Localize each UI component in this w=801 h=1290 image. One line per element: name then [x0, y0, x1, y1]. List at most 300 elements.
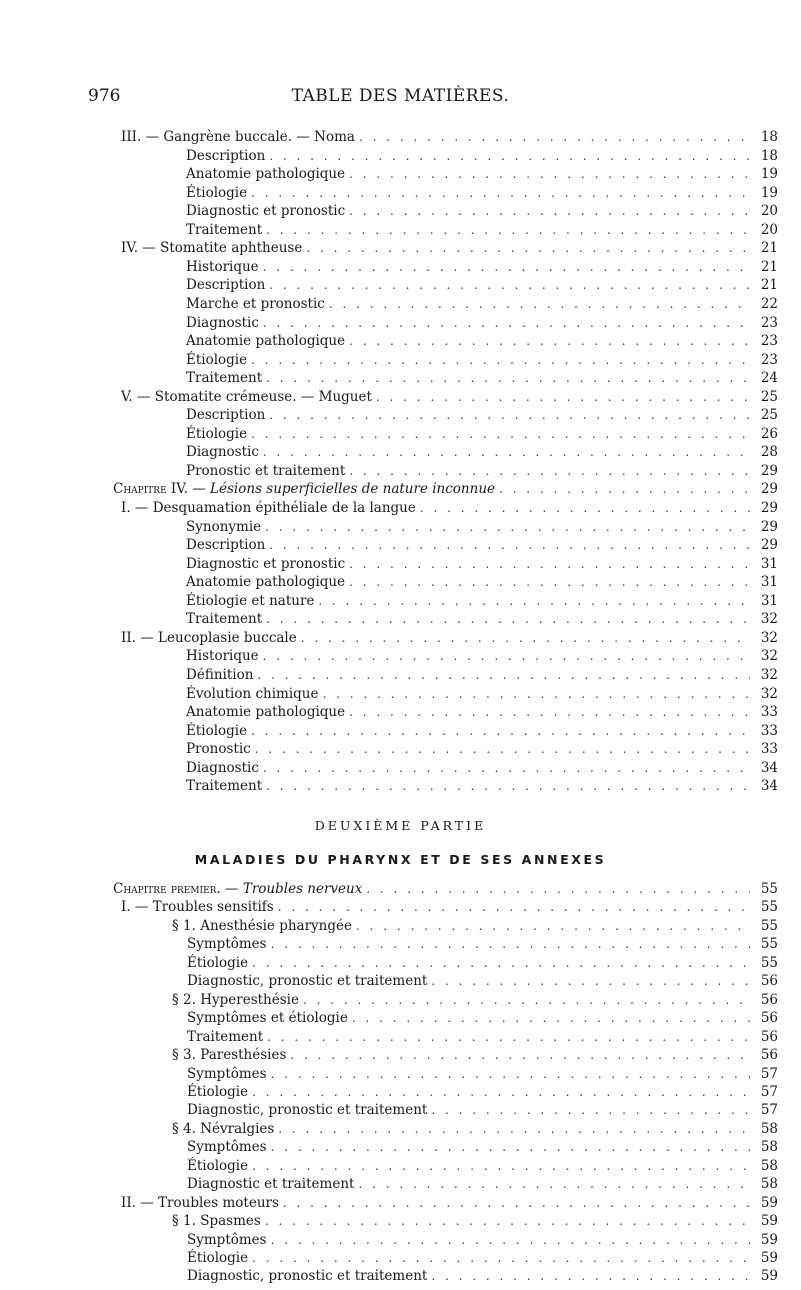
dot-leader	[252, 1157, 750, 1175]
toc-entry-label	[186, 276, 269, 294]
page-reference: 56	[760, 973, 778, 990]
toc-entry	[186, 536, 778, 554]
dot-leader	[349, 703, 750, 721]
toc-entry-label	[187, 1157, 252, 1175]
toc-entry-label	[172, 917, 356, 935]
toc-entry-label	[121, 499, 420, 517]
toc-entry	[113, 480, 778, 498]
toc-entry-label	[172, 1046, 290, 1064]
entry-title: Troubles sensitifs	[152, 899, 274, 916]
dot-leader	[301, 629, 750, 647]
dot-leader	[349, 165, 750, 183]
toc-entry	[172, 1046, 778, 1064]
entry-title: Anatomie pathologique	[186, 166, 346, 183]
page-reference: 34	[760, 759, 778, 776]
page-reference: 29	[760, 500, 778, 516]
page-reference: 33	[760, 741, 778, 758]
toc-entry	[187, 1157, 778, 1175]
dot-leader	[318, 592, 750, 610]
dot-leader	[358, 1175, 750, 1193]
page-reference: 33	[760, 722, 778, 739]
page-reference: 25	[760, 388, 778, 405]
toc-entry-label	[186, 314, 263, 332]
toc-entry	[186, 406, 778, 424]
page-reference: 32	[760, 611, 778, 628]
entry-title: Symptômes	[187, 1065, 267, 1082]
toc-entry	[121, 629, 778, 647]
dot-leader	[290, 1046, 750, 1064]
entry-title: Anatomie pathologique	[186, 333, 346, 350]
page-reference: 58	[760, 1176, 778, 1193]
toc-entry-label	[121, 128, 359, 146]
section-number: III. —	[121, 129, 164, 145]
toc-entry	[186, 722, 778, 740]
toc-entry-label	[186, 295, 329, 313]
page-reference: 31	[760, 592, 778, 609]
entry-title: Traitement	[186, 221, 263, 238]
toc-entry	[187, 1083, 778, 1101]
page-reference: 31	[760, 555, 778, 572]
toc-entry-label	[172, 1212, 265, 1230]
toc-entry-label	[187, 1101, 431, 1119]
dot-leader	[251, 351, 750, 369]
entry-title: Traitement	[186, 370, 263, 387]
entry-title: Description	[186, 407, 266, 424]
chapter-title: Troubles nerveux	[242, 881, 363, 897]
toc-entry	[186, 258, 778, 276]
page-reference: 23	[760, 314, 778, 331]
dot-leader	[255, 740, 750, 758]
toc-entry-label	[187, 935, 271, 953]
section-number: II. —	[121, 1194, 159, 1211]
toc-entry	[186, 592, 778, 610]
entry-title: Spasmes	[200, 1213, 261, 1230]
entry-title: Étiologie	[187, 1083, 249, 1100]
section-number: I. —	[121, 899, 153, 916]
dot-leader	[263, 258, 750, 276]
dot-leader	[251, 184, 750, 202]
page-reference: 55	[760, 899, 778, 916]
entry-title: Leucoplasie buccale	[158, 629, 297, 646]
section-number: II. —	[121, 629, 159, 646]
entry-title: Évolution chimique	[186, 685, 319, 702]
toc-entry	[186, 610, 778, 628]
page-reference: 58	[760, 1157, 778, 1174]
page-reference: 59	[760, 1250, 778, 1266]
dot-leader	[265, 518, 750, 536]
page-reference: 29	[760, 518, 778, 535]
dot-leader	[329, 295, 750, 313]
dot-leader	[366, 880, 750, 898]
entry-title: Symptômes et étiologie	[187, 1010, 348, 1027]
toc-entry-label	[186, 258, 263, 276]
page-reference: 59	[760, 1194, 778, 1211]
dot-leader	[263, 443, 750, 461]
toc-entry-label	[186, 592, 318, 610]
entry-title: Diagnostic, pronostic et traitement	[187, 973, 428, 990]
dot-leader	[266, 610, 750, 628]
entry-title: Description	[186, 147, 266, 164]
page-reference: 29	[760, 537, 778, 554]
toc-entry	[121, 499, 778, 517]
dot-leader	[352, 1009, 750, 1027]
entry-title: Diagnostic	[186, 759, 259, 776]
toc-entry	[186, 332, 778, 350]
page-reference: 59	[760, 1231, 778, 1248]
dot-leader	[257, 666, 750, 684]
toc-entry-label	[187, 1065, 271, 1083]
dot-leader	[266, 777, 750, 795]
entry-title: Définition	[186, 666, 254, 683]
toc-entry-label	[186, 740, 255, 758]
dot-leader	[269, 536, 750, 554]
entry-title: Stomatite aphtheuse	[160, 240, 303, 257]
page-number: 976	[88, 86, 121, 106]
entry-title: Névralgies	[200, 1120, 275, 1137]
toc-entry	[186, 443, 778, 461]
page-reference: 33	[760, 704, 778, 721]
dot-leader	[356, 917, 750, 935]
toc-entry	[186, 666, 778, 684]
toc-entry	[121, 388, 778, 406]
entry-title: Diagnostic, pronostic et traitement	[187, 1102, 428, 1119]
page-reference: 18	[760, 129, 778, 145]
page-reference: 20	[760, 221, 778, 238]
page-reference: 55	[760, 881, 778, 897]
toc-entry-label	[187, 1138, 271, 1156]
toc-entry-label	[186, 610, 266, 628]
entry-title: Diagnostic, pronostic et traitement	[187, 1268, 428, 1285]
toc-entry	[187, 1101, 778, 1119]
page-reference: 57	[760, 1083, 778, 1100]
toc-entry-label	[186, 165, 349, 183]
entry-title: Pronostic	[186, 741, 251, 758]
toc-entry-label	[186, 573, 349, 591]
page-reference: 31	[760, 574, 778, 591]
dot-leader	[265, 1212, 750, 1230]
toc-entry-label	[186, 555, 349, 573]
entry-title: Diagnostic	[186, 314, 259, 331]
toc-entry	[187, 1231, 778, 1249]
dot-leader	[420, 499, 750, 517]
section-number: § 4.	[172, 1120, 201, 1137]
toc-entry-label	[121, 388, 376, 406]
toc-entry	[187, 1138, 778, 1156]
entry-title: Symptômes	[187, 936, 267, 953]
section-number: IV. —	[121, 240, 161, 257]
toc-entry-label	[187, 1175, 358, 1193]
dot-leader	[263, 759, 750, 777]
section-number: I. —	[121, 500, 153, 516]
toc-entry-label	[121, 629, 301, 647]
dot-leader	[266, 369, 750, 387]
toc-entry	[186, 425, 778, 443]
toc-entry	[187, 1267, 778, 1285]
page-reference: 32	[760, 648, 778, 665]
toc-entry-label	[186, 221, 266, 239]
toc-entry-label	[186, 703, 349, 721]
toc-entry	[186, 685, 778, 703]
toc-entry-label	[186, 147, 269, 165]
dot-leader	[269, 147, 750, 165]
dot-leader	[349, 555, 750, 573]
page-reference: 21	[760, 277, 778, 294]
entry-title: Symptômes	[187, 1139, 267, 1156]
entry-title: Hyperesthésie	[200, 991, 299, 1008]
toc-entry	[172, 1212, 778, 1230]
section-number: § 2.	[172, 991, 201, 1008]
page-reference: 21	[760, 240, 778, 257]
toc-entry	[186, 184, 778, 202]
dot-leader	[349, 573, 750, 591]
page-reference: 56	[760, 1028, 778, 1045]
page-reference: 57	[760, 1065, 778, 1082]
entry-title: Gangrène buccale. — Noma	[163, 129, 355, 145]
dot-leader	[263, 647, 750, 665]
entry-title: Étiologie	[186, 351, 248, 368]
dot-leader	[251, 425, 750, 443]
entry-title: Anatomie pathologique	[186, 704, 346, 721]
toc-entry	[121, 1194, 778, 1212]
page-reference: 32	[760, 666, 778, 683]
dot-leader	[271, 1138, 750, 1156]
entry-title: Traitement	[187, 1028, 264, 1045]
entry-title: Étiologie	[186, 184, 248, 201]
entry-title: Diagnostic et pronostic	[186, 203, 346, 220]
page-reference: 21	[760, 258, 778, 275]
toc-entry-label: Chapitre IV. — Lésions superficielles de nature inconnue	[113, 481, 496, 498]
entry-title: Étiologie	[187, 1250, 249, 1266]
entry-title: Troubles moteurs	[158, 1194, 279, 1211]
toc-entry-label	[186, 666, 257, 684]
entry-title: Étiologie et nature	[186, 592, 315, 609]
toc-entry	[186, 202, 778, 220]
section-number: § 1.	[172, 1213, 201, 1230]
dot-leader	[349, 332, 750, 350]
toc-entry-label	[186, 518, 265, 536]
toc-entry	[187, 935, 778, 953]
page-reference: 56	[760, 1010, 778, 1027]
entry-title: Description	[186, 277, 266, 294]
dot-leader	[323, 685, 751, 703]
part-subtitle: MALADIES DU PHARYNX ET DE SES ANNEXES	[194, 852, 607, 867]
dot-leader	[278, 1120, 750, 1138]
dot-leader	[376, 388, 750, 406]
toc-entry	[172, 1120, 778, 1138]
dot-leader	[306, 239, 750, 257]
entry-title: Diagnostic	[186, 444, 259, 461]
entry-title: Historique	[186, 648, 259, 665]
toc-entry-label	[186, 351, 251, 369]
dot-leader	[271, 1231, 750, 1249]
toc-entry-label	[187, 1083, 252, 1101]
toc-entry-label	[186, 462, 349, 480]
toc-entry	[186, 221, 778, 239]
dot-leader	[266, 221, 750, 239]
toc-entry	[186, 295, 778, 313]
toc-entry	[186, 740, 778, 758]
page-reference: 59	[760, 1268, 778, 1285]
toc-entry	[187, 1028, 778, 1046]
dot-leader	[359, 128, 750, 146]
page-reference: 20	[760, 203, 778, 220]
toc-entry	[187, 972, 778, 990]
entry-title: Diagnostic et traitement	[187, 1176, 355, 1193]
toc-entry-label	[187, 972, 431, 990]
entry-title: Synonymie	[186, 518, 262, 535]
page-reference: 29	[760, 462, 778, 479]
toc-entry	[187, 1009, 778, 1027]
chapter-label: Chapitre premier.	[113, 881, 221, 897]
entry-title: Anesthésie pharyngée	[200, 917, 352, 934]
entry-title: Stomatite crémeuse. — Muguet	[154, 388, 372, 405]
toc-entry-label	[186, 406, 269, 424]
toc-entry-label	[121, 898, 278, 916]
entry-title: Traitement	[186, 611, 263, 628]
toc-entry-label	[121, 239, 306, 257]
entry-title: Pronostic et traitement	[186, 462, 346, 479]
toc-entry-label	[172, 1120, 278, 1138]
toc-entry	[186, 276, 778, 294]
toc-entry	[172, 917, 778, 935]
page-reference: 29	[760, 481, 778, 498]
toc-entry	[186, 147, 778, 165]
toc-entry	[113, 880, 778, 898]
page-reference: 56	[760, 991, 778, 1008]
page-reference: 23	[760, 351, 778, 368]
section-number: § 1.	[172, 917, 201, 934]
toc-entry	[187, 1175, 778, 1193]
toc-entry	[187, 1065, 778, 1083]
entry-title: Symptômes	[187, 1231, 267, 1248]
dot-leader	[271, 1065, 750, 1083]
entry-title: Étiologie	[186, 425, 248, 442]
page-reference: 59	[760, 1213, 778, 1230]
page-reference: 32	[760, 685, 778, 702]
dot-leader	[269, 276, 750, 294]
toc-entry-label	[186, 202, 349, 220]
toc-entry	[186, 369, 778, 387]
page-reference: 58	[760, 1120, 778, 1137]
toc-entry-label	[186, 184, 251, 202]
dot-leader	[252, 1249, 750, 1267]
entry-title: Étiologie	[186, 722, 248, 739]
toc-entry	[186, 165, 778, 183]
page-reference: 55	[760, 936, 778, 953]
part-title: DEUXIÈME PARTIE	[314, 818, 487, 833]
toc-entry-label	[186, 759, 263, 777]
dot-leader	[349, 202, 750, 220]
page-reference: 55	[760, 954, 778, 971]
toc-entry-label	[187, 1249, 252, 1267]
page-reference: 56	[760, 1047, 778, 1064]
page-reference: 18	[760, 147, 778, 164]
toc-entry-label	[187, 1231, 271, 1249]
entry-title: Historique	[186, 258, 259, 275]
entry-title: Traitement	[186, 778, 263, 795]
entry-title: Étiologie	[187, 954, 249, 971]
entry-title: Description	[186, 537, 266, 554]
toc-entry-label	[186, 369, 266, 387]
toc-entry	[121, 239, 778, 257]
page-reference: 22	[760, 295, 778, 312]
toc-entry	[186, 555, 778, 573]
toc-entry-label	[186, 536, 269, 554]
toc-entry-label	[187, 954, 252, 972]
page-reference: 25	[760, 407, 778, 424]
dot-leader	[251, 722, 750, 740]
dot-leader	[431, 972, 750, 990]
toc-entry-label	[187, 1028, 267, 1046]
page-reference: 24	[760, 370, 778, 387]
toc-entry	[186, 462, 778, 480]
dot-leader	[431, 1101, 750, 1119]
toc-entry-label	[186, 647, 263, 665]
section-number: V. —	[121, 388, 155, 405]
page-reference: 32	[760, 629, 778, 646]
dot-leader	[271, 935, 750, 953]
toc-entry	[186, 777, 778, 795]
toc-entry	[186, 518, 778, 536]
dot-leader	[303, 991, 750, 1009]
entry-title: Paresthésies	[200, 1047, 287, 1064]
toc-entry-label	[172, 991, 303, 1009]
toc-entry-label	[186, 777, 266, 795]
toc-entry-label	[186, 425, 251, 443]
dot-leader	[263, 314, 750, 332]
dot-leader	[431, 1267, 750, 1285]
dot-leader	[499, 480, 750, 498]
entry-title: Marche et pronostic	[186, 295, 325, 312]
section-number: § 3.	[172, 1047, 201, 1064]
toc-entry-label	[186, 722, 251, 740]
toc-entry	[186, 573, 778, 591]
toc-entry	[186, 759, 778, 777]
toc-entry-label	[187, 1009, 352, 1027]
toc-entry	[121, 898, 778, 916]
toc-entry	[186, 351, 778, 369]
dot-leader	[252, 954, 750, 972]
page-reference: 19	[760, 184, 778, 201]
dot-leader	[278, 898, 750, 916]
toc-entry	[172, 991, 778, 1009]
entry-title: Étiologie	[187, 1157, 249, 1174]
dot-leader	[349, 462, 750, 480]
page-reference: 55	[760, 917, 778, 934]
toc-entry-label	[187, 1267, 431, 1285]
toc-entry-label	[186, 685, 323, 703]
chapter-label: Chapitre IV.	[113, 481, 188, 498]
entry-title: Anatomie pathologique	[186, 574, 346, 591]
dot-leader	[283, 1194, 750, 1212]
dot-leader	[269, 406, 750, 424]
entry-title: Desquamation épithéliale de la langue	[152, 500, 416, 516]
toc-entry-label	[186, 332, 349, 350]
page-reference: 28	[760, 444, 778, 461]
toc-entry	[186, 647, 778, 665]
toc-entry	[187, 1249, 778, 1267]
page-reference: 34	[760, 778, 778, 795]
toc-entry	[187, 954, 778, 972]
toc-entry	[121, 128, 778, 146]
toc-entry-label	[186, 443, 263, 461]
running-title: TABLE DES MATIÈRES.	[291, 86, 510, 106]
page-reference: 58	[760, 1139, 778, 1156]
entry-title: Diagnostic et pronostic	[186, 555, 346, 572]
dot-leader	[267, 1028, 750, 1046]
page-reference: 23	[760, 333, 778, 350]
page-reference: 57	[760, 1102, 778, 1119]
